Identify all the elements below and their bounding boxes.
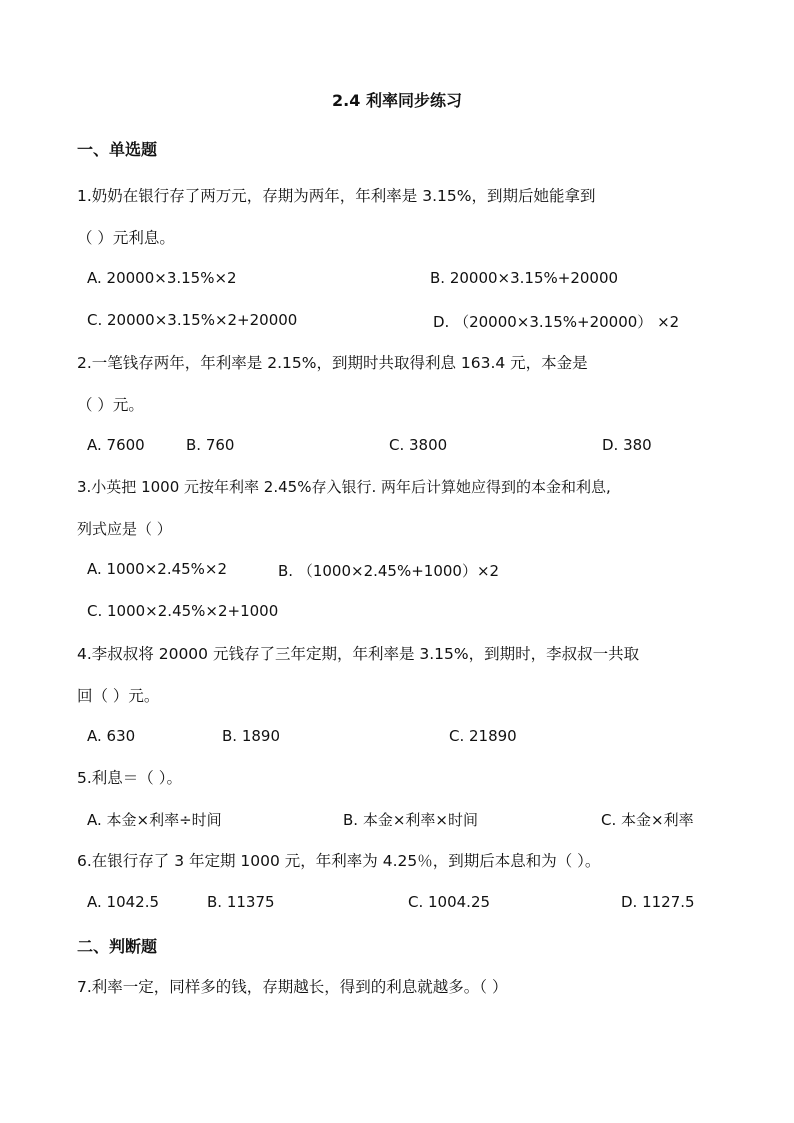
question-3-line-1: 3.小英把 1000 元按年利率 2.45%存入银行. 两年后计算她应得到的本金和利息, — [77, 478, 611, 496]
question-2-option-d: D. 380 — [602, 436, 652, 454]
section-heading-true-false: 二、判断题 — [77, 937, 158, 956]
question-6-option-b: B. 11375 — [207, 893, 275, 911]
question-6-option-a: A. 1042.5 — [87, 893, 160, 911]
question-5-option-a: A. 本金×利率÷时间 — [87, 811, 222, 829]
page-title: 2.4 利率同步练习 — [332, 91, 462, 110]
question-3-option-a: A. 1000×2.45%×2 — [87, 560, 228, 578]
question-1-line-1: 1.奶奶在银行存了两万元，存期为两年，年利率是 3.15%，到期后她能拿到 — [77, 187, 596, 205]
question-6 — [77, 840, 600, 882]
question-2-option-b: B. 760 — [186, 436, 235, 454]
question-7-line-1: 7.利率一定，同样多的钱，存期越长，得到的利息就越多。（ ） — [77, 978, 508, 996]
question-5 — [77, 757, 182, 799]
question-1 — [77, 175, 595, 259]
question-2-option-a: A. 7600 — [87, 436, 145, 454]
question-4-line-1: 4.李叔叔将 20000 元钱存了三年定期，年利率是 3.15%，到期时，李叔叔一共取 — [77, 645, 640, 663]
question-1-line-2: （ ）元利息。 — [77, 229, 175, 247]
question-4 — [77, 633, 639, 717]
question-4-line-2: 回（ ）元。 — [77, 687, 160, 705]
question-1-option-d: D. （20000×3.15%+20000） ×2 — [433, 313, 680, 331]
question-3-option-c: C. 1000×2.45%×2+1000 — [87, 602, 279, 620]
question-1-option-c: C. 20000×3.15%×2+20000 — [87, 311, 298, 329]
question-4-option-c: C. 21890 — [449, 727, 517, 745]
question-5-option-b: B. 本金×利率×时间 — [343, 811, 478, 829]
section-heading-single-choice: 一、单选题 — [77, 140, 158, 159]
question-4-option-a: A. 630 — [87, 727, 136, 745]
question-3-option-b: B. （1000×2.45%+1000）×2 — [278, 562, 500, 580]
question-5-line-1: 5.利息＝（ ）。 — [77, 769, 182, 787]
question-3-line-2: 列式应是（ ） — [77, 520, 172, 538]
question-3 — [77, 466, 611, 550]
question-5-option-c: C. 本金×利率 — [601, 811, 694, 829]
question-6-option-d: D. 1127.5 — [621, 893, 695, 911]
question-2-line-1: 2.一笔钱存两年，年利率是 2.15%，到期时共取得利息 163.4 元，本金是 — [77, 354, 588, 372]
question-7 — [77, 966, 507, 1008]
question-1-option-b: B. 20000×3.15%+20000 — [430, 269, 619, 287]
question-2 — [77, 342, 588, 426]
question-4-option-b: B. 1890 — [222, 727, 281, 745]
question-6-line-1: 6.在银行存了 3 年定期 1000 元，年利率为 4.25％，到期后本息和为（ ）。 — [77, 852, 601, 870]
question-6-option-c: C. 1004.25 — [408, 893, 491, 911]
question-2-line-2: （ ）元。 — [77, 396, 144, 414]
question-1-option-a: A. 20000×3.15%×2 — [87, 269, 237, 287]
question-2-option-c: C. 3800 — [389, 436, 448, 454]
